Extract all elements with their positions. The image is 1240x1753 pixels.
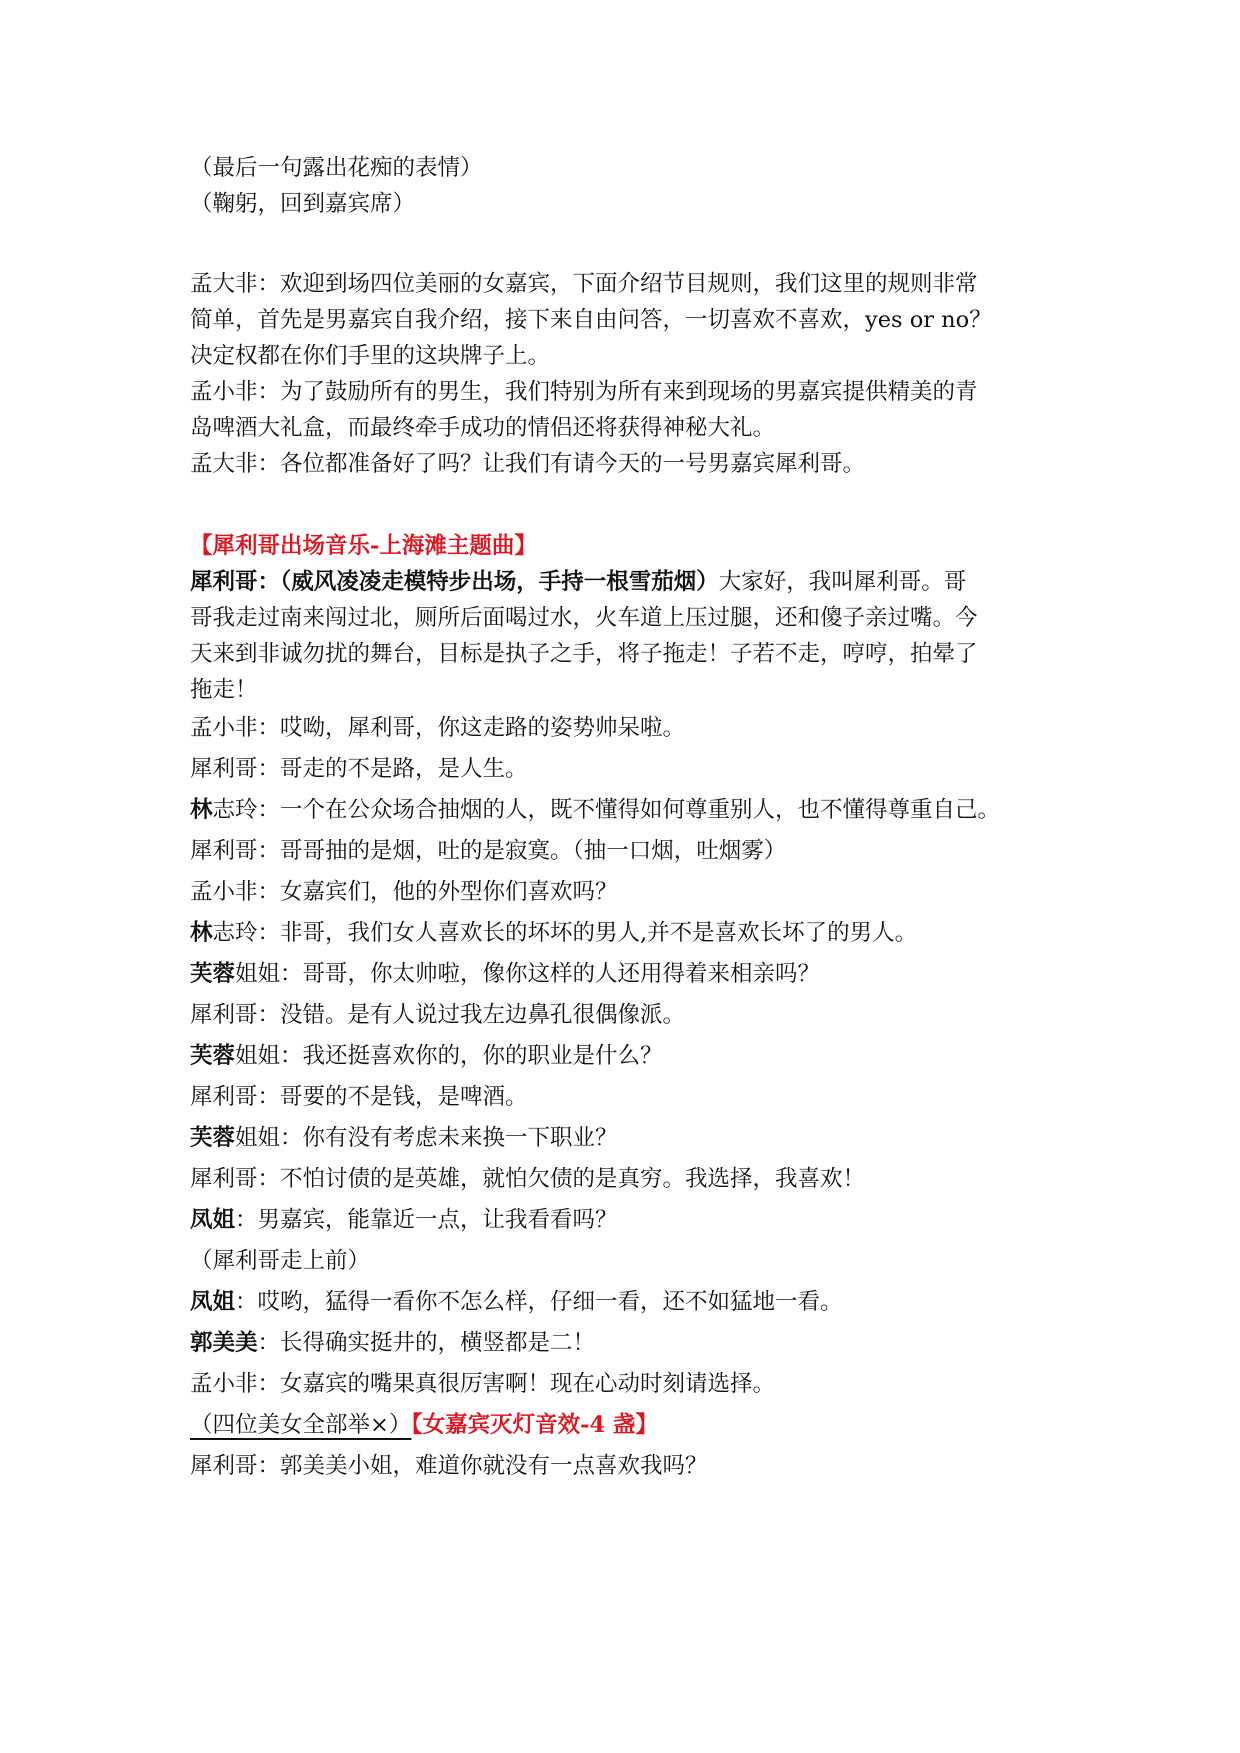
speaker-name: 姐姐： bbox=[235, 961, 303, 987]
dialogue-line bbox=[190, 1077, 1070, 1118]
speaker-name: 犀利哥： bbox=[190, 756, 281, 782]
ending-cue-line bbox=[190, 1405, 1070, 1446]
dialogue-line bbox=[190, 708, 1070, 749]
speaker-name: 志玲： bbox=[212, 920, 281, 946]
dialogue-text: 哥要的不是钱，是啤酒。 bbox=[280, 1084, 528, 1110]
script-page bbox=[190, 150, 1070, 1487]
speaker-bold: 林 bbox=[190, 920, 213, 946]
dialogue-list bbox=[190, 708, 1070, 1405]
dialogue-text: 男嘉宾，能靠近一点，让我看看吗？ bbox=[257, 1207, 618, 1233]
dialogue-text: 哥哥，你太帅啦，像你这样的人还用得着来相亲吗？ bbox=[302, 961, 821, 987]
dialogue-text: 没错。是有人说过我左边鼻孔很偶像派。 bbox=[280, 1002, 686, 1028]
speaker-bold: 凤姐 bbox=[190, 1207, 236, 1233]
speaker-name: 犀利哥： bbox=[190, 1084, 281, 1110]
stage-note: （四位美女全部举×） bbox=[190, 1412, 412, 1438]
speaker-bold: 林 bbox=[190, 797, 213, 823]
dialogue-text: 你有没有考虑未来换一下职业？ bbox=[302, 1125, 618, 1151]
dialogue-text: （犀利哥走上前） bbox=[190, 1248, 371, 1274]
speaker-bold: 郭美美 bbox=[190, 1330, 258, 1356]
dialogue-text: 一个在公众场合抽烟的人，既不懂得如何尊重别人，也不懂得尊重自己。 bbox=[280, 797, 1001, 823]
dialogue-text: 女嘉宾们，他的外型你们喜欢吗？ bbox=[280, 879, 618, 905]
speaker-name: 姐姐： bbox=[235, 1125, 303, 1151]
dialogue-line bbox=[190, 1200, 1070, 1241]
entrance-line bbox=[190, 564, 1070, 600]
dialogue-line bbox=[190, 831, 1070, 872]
dialogue-text: 哥哥抽的是烟，吐的是寂寞。（抽一口烟，吐烟雾） bbox=[280, 838, 787, 864]
dialogue-text: 非哥，我们女人喜欢长的坏坏的男人,并不是喜欢长坏了的男人。 bbox=[280, 920, 918, 946]
speaker-bold: 芙蓉 bbox=[190, 1043, 236, 1069]
dialogue-line bbox=[190, 995, 1070, 1036]
light-cue: 【女嘉宾灭灯音效-4 盏】 bbox=[411, 1412, 658, 1438]
paragraph-line: 岛啤酒大礼盒，而最终牵手成功的情侣还将获得神秘大礼。 bbox=[190, 415, 776, 441]
dialogue-line bbox=[190, 1159, 1070, 1200]
speaker-name: 犀利哥： bbox=[190, 1166, 281, 1192]
paragraph-line: 孟小非：为了鼓励所有的男生，我们特别为所有来到现场的男嘉宾提供精美的青 bbox=[190, 379, 978, 405]
speaker-name: ： bbox=[235, 1207, 258, 1233]
dialogue-line bbox=[190, 1323, 1070, 1364]
speaker-name: 孟小非： bbox=[190, 879, 281, 905]
music-cue: 【犀利哥出场音乐-上海滩主题曲】 bbox=[190, 533, 537, 559]
dialogue-line bbox=[190, 872, 1070, 913]
speaker-bold: 芙蓉 bbox=[190, 1125, 236, 1151]
speaker-name: ： bbox=[235, 1289, 258, 1315]
speaker-bold: 凤姐 bbox=[190, 1289, 236, 1315]
paragraph-line: 简单，首先是男嘉宾自我介绍，接下来自由问答，一切喜欢不喜欢，yes or no？ bbox=[190, 307, 992, 333]
dialogue-text: 哥走的不是路，是人生。 bbox=[280, 756, 528, 782]
paragraph-line: 孟大非：各位都准备好了吗？让我们有请今天的一号男嘉宾犀利哥。 bbox=[190, 451, 866, 477]
speaker-name: 孟小非： bbox=[190, 715, 281, 741]
speaker-bold: 芙蓉 bbox=[190, 961, 236, 987]
dialogue-line bbox=[190, 749, 1070, 790]
paragraph-line: 决定权都在你们手里的这块牌子上。 bbox=[190, 343, 551, 369]
dialogue-line bbox=[190, 790, 1070, 831]
dialogue-line bbox=[190, 1364, 1070, 1405]
dialogue-line bbox=[190, 1241, 1070, 1282]
paragraph-line: 哥我走过南来闯过北，厕所后面喝过水，火车道上压过腿，还和傻子亲过嘴。今 bbox=[190, 605, 978, 631]
paragraph-line: 孟大非：欢迎到场四位美丽的女嘉宾，下面介绍节目规则，我们这里的规则非常 bbox=[190, 271, 978, 297]
dialogue-text: 不怕讨债的是英雄，就怕欠债的是真穷。我选择，我喜欢！ bbox=[280, 1166, 866, 1192]
dialogue-line: 犀利哥：郭美美小姐，难道你就没有一点喜欢我吗？ bbox=[190, 1453, 708, 1479]
entrance-bold: 犀利哥：（威风凌凌走模特步出场，手持一根雪茄烟） bbox=[190, 569, 719, 595]
stage-direction: （鞠躬，回到嘉宾席） bbox=[190, 191, 416, 217]
speaker-name: ： bbox=[257, 1330, 281, 1356]
dialogue-text: 长得确实挺井的，横竖都是二！ bbox=[280, 1330, 596, 1356]
speaker-name: 姐姐： bbox=[235, 1043, 303, 1069]
dialogue-text: 哎呦，犀利哥，你这走路的姿势帅呆啦。 bbox=[280, 715, 686, 741]
dialogue-text: 我还挺喜欢你的，你的职业是什么？ bbox=[302, 1043, 663, 1069]
dialogue-line bbox=[190, 1036, 1070, 1077]
dialogue-text: 女嘉宾的嘴果真很厉害啊！现在心动时刻请选择。 bbox=[280, 1371, 776, 1397]
speaker-name: 志玲： bbox=[212, 797, 281, 823]
speaker-name: 孟小非： bbox=[190, 1371, 281, 1397]
dialogue-line bbox=[190, 1282, 1070, 1323]
paragraph-line: 天来到非诚勿扰的舞台，目标是执子之手，将子拖走！子若不走，哼哼，拍晕了 bbox=[190, 641, 978, 667]
stage-direction: （最后一句露出花痴的表情） bbox=[190, 155, 483, 181]
dialogue-line bbox=[190, 1118, 1070, 1159]
paragraph-line: 拖走！ bbox=[190, 677, 258, 703]
speaker-name: 犀利哥： bbox=[190, 838, 281, 864]
dialogue-line bbox=[190, 913, 1070, 954]
dialogue-text: 哎哟，猛得一看你不怎么样，仔细一看，还不如猛地一看。 bbox=[257, 1289, 843, 1315]
dialogue-line bbox=[190, 954, 1070, 995]
speaker-name: 犀利哥： bbox=[190, 1002, 281, 1028]
entrance-rest: 大家好，我叫犀利哥。哥 bbox=[718, 569, 967, 595]
